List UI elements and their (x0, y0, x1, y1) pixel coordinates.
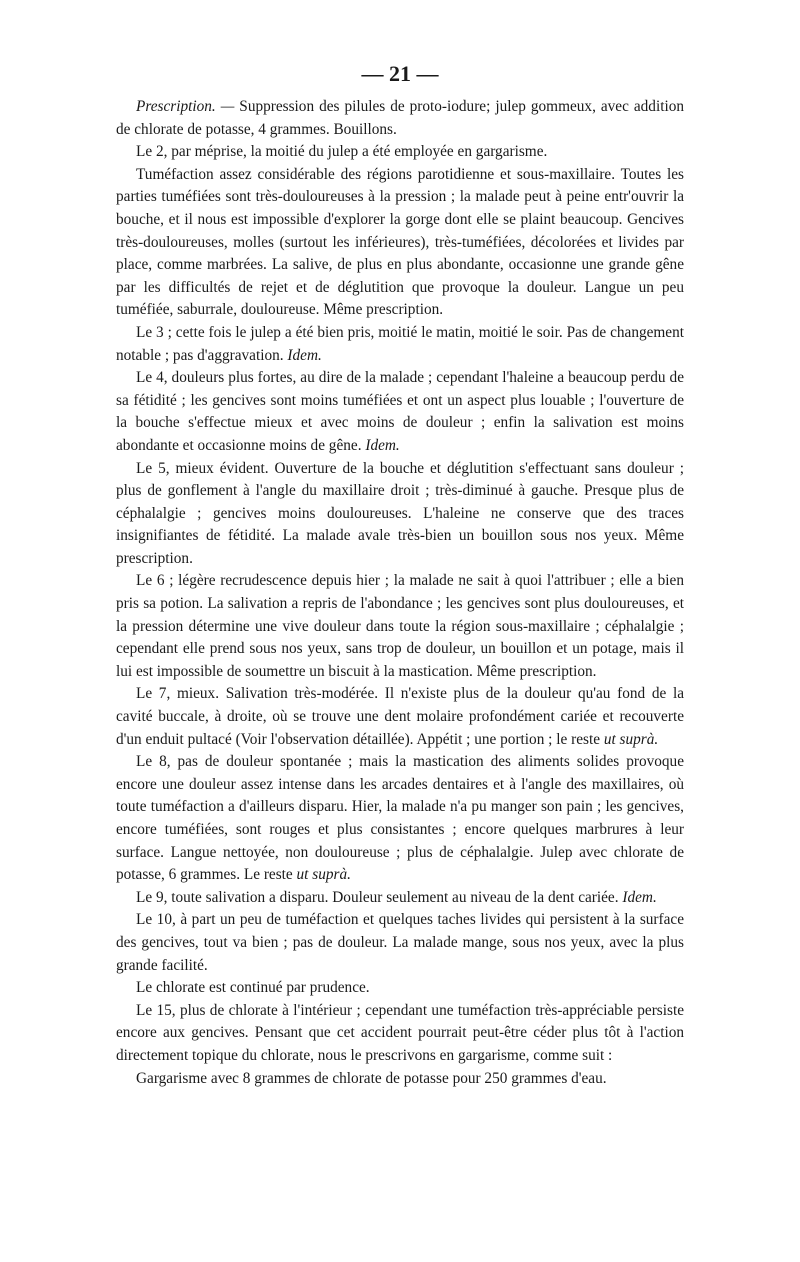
body-text (116, 96, 684, 1090)
book-page (116, 58, 684, 1090)
paragraph-prescription (116, 96, 684, 141)
paragraph-gargarisme (116, 1068, 684, 1091)
paragraph-day-8 (116, 751, 684, 887)
paragraph-day-15 (116, 1000, 684, 1068)
italic-note: ut suprà. (603, 730, 659, 748)
italic-note: Idem. (622, 888, 657, 906)
paragraph-symptoms (116, 164, 684, 322)
italic-note: Idem. (287, 346, 322, 364)
paragraph-day-5 (116, 458, 684, 571)
paragraph-text: Le 2, par méprise, la moitié du julep a été employée en gargarisme. (136, 143, 548, 161)
paragraph-text: Le chlorate est continué par prudence. (136, 979, 370, 997)
paragraph-text: Le 3 ; cette fois le julep a été bien pris, moitié le matin, moitié le soir. Pas de changement notable ; pas d'aggravation. (116, 323, 684, 364)
paragraph-chlorate-continued (116, 977, 684, 1000)
paragraph-text: Tuméfaction assez considérable des régions parotidienne et sous-maxillaire. Toutes les parties tuméfiées sont très-douloureuses à la pression ; la malade peut à peine entr'ouvrir la bouche, et il nous est impossible d'explorer la gorge dont elle se plaint beaucoup. Gencives très-douloureuses, molles (surtout les inférieures), très-tuméfiées, décolorées et livides par place, comme marbrées. La salive, de plus en plus abondante, occasionne une grande gêne par les difficultés de rejet et de déglutition que provoque la douleur. Langue un peu tuméfiée, saburrale, douloureuse. Même prescription. (116, 165, 684, 319)
paragraph-text: Le 9, toute salivation a disparu. Douleur seulement au niveau de la dent cariée. (136, 888, 623, 906)
paragraph-text: Le 4, douleurs plus fortes, au dire de la malade ; cependant l'haleine a beaucoup perdu de sa fétidité ; les gencives sont moins tuméfiées et ont un aspect plus louable ; l'ouverture de la bouche s'effectue mieux et avec moins de douleur ; enfin la salivation est moins abondante et occasionne moins de gêne. (116, 369, 684, 454)
paragraph-text: Le 6 ; légère recrudescence depuis hier ; la malade ne sait à quoi l'attribuer ; elle a bien pris sa potion. La salivation a repris de l'abondance ; les gencives sont plus douloureuses, et la pression détermine une vive douleur dans toute la région sous-maxillaire ; céphalalgie ; cependant elle prend sous nos yeux, sans trop de douleur, un bouillon et un potage, mais il lui est impossible de soumettre un biscuit à la mastication. Même prescription. (116, 572, 684, 680)
italic-note: ut suprà. (296, 866, 351, 884)
paragraph-day-4 (116, 367, 684, 457)
paragraph-day-7 (116, 683, 684, 751)
paragraph-text: Le 7, mieux. Salivation très-modérée. Il n'existe plus de la douleur qu'au fond de la cavité buccale, à droite, où se trouve une dent molaire profondément cariée et recouverte d'un enduit pultacé (Voir l'observation détaillée). Appétit ; une portion ; le reste (116, 685, 684, 748)
paragraph-text: Le 15, plus de chlorate à l'intérieur ; cependant une tuméfaction très-appréciable persiste encore aux gencives. Pensant que cet accident pourrait peut-être céder plus tôt à l'action directement topique du chlorate, nous le prescrivons en gargarisme, comme suit : (116, 1001, 684, 1064)
paragraph-text: Le 10, à part un peu de tuméfaction et quelques taches livides qui persistent à la surface des gencives, tout va bien ; pas de douleur. La malade mange, sous nos yeux, avec la plus grande facilité. (116, 911, 684, 974)
italic-note: Idem. (365, 436, 400, 454)
paragraph-day-2 (116, 141, 684, 164)
paragraph-day-9 (116, 887, 684, 910)
paragraph-text: Suppression des pilules de proto-iodure; julep gommeux, avec addition de chlorate de potasse, 4 grammes. Bouillons. (116, 98, 684, 138)
paragraph-text: Gargarisme avec 8 grammes de chlorate de potasse pour 250 grammes d'eau. (136, 1069, 607, 1087)
paragraph-text: Le 8, pas de douleur spontanée ; mais la mastication des aliments solides provoque encore une douleur assez intense dans les arcades dentaires et à l'angle des maxillaires, où toute tuméfaction a d'ailleurs disparu. Hier, la malade n'a pu manger son pain ; les gencives, encore tuméfiées, sont rouges et plus consistantes ; encore quelques marbrures à leur surface. Langue nettoyée, non douloureuse ; plus de céphalalgie. Julep avec chlorate de potasse, 6 grammes. Le reste (116, 753, 684, 884)
page-number: — 21 — (361, 61, 439, 86)
paragraph-day-10 (116, 909, 684, 977)
prescription-heading: Prescription. — (136, 98, 235, 115)
paragraph-text: Le 5, mieux évident. Ouverture de la bouche et déglutition s'effectuant sans douleur ; plus de gonflement à l'angle du maxillaire droit ; très-diminué à gauche. Presque plus de céphalalgie ; gencives moins douloureuses. L'haleine ne conserve que des traces insignifiantes de fétidité. La malade avale très-bien un bouillon sous nos yeux. Même prescription. (116, 459, 684, 567)
paragraph-day-6 (116, 570, 684, 683)
paragraph-day-3 (116, 322, 684, 367)
